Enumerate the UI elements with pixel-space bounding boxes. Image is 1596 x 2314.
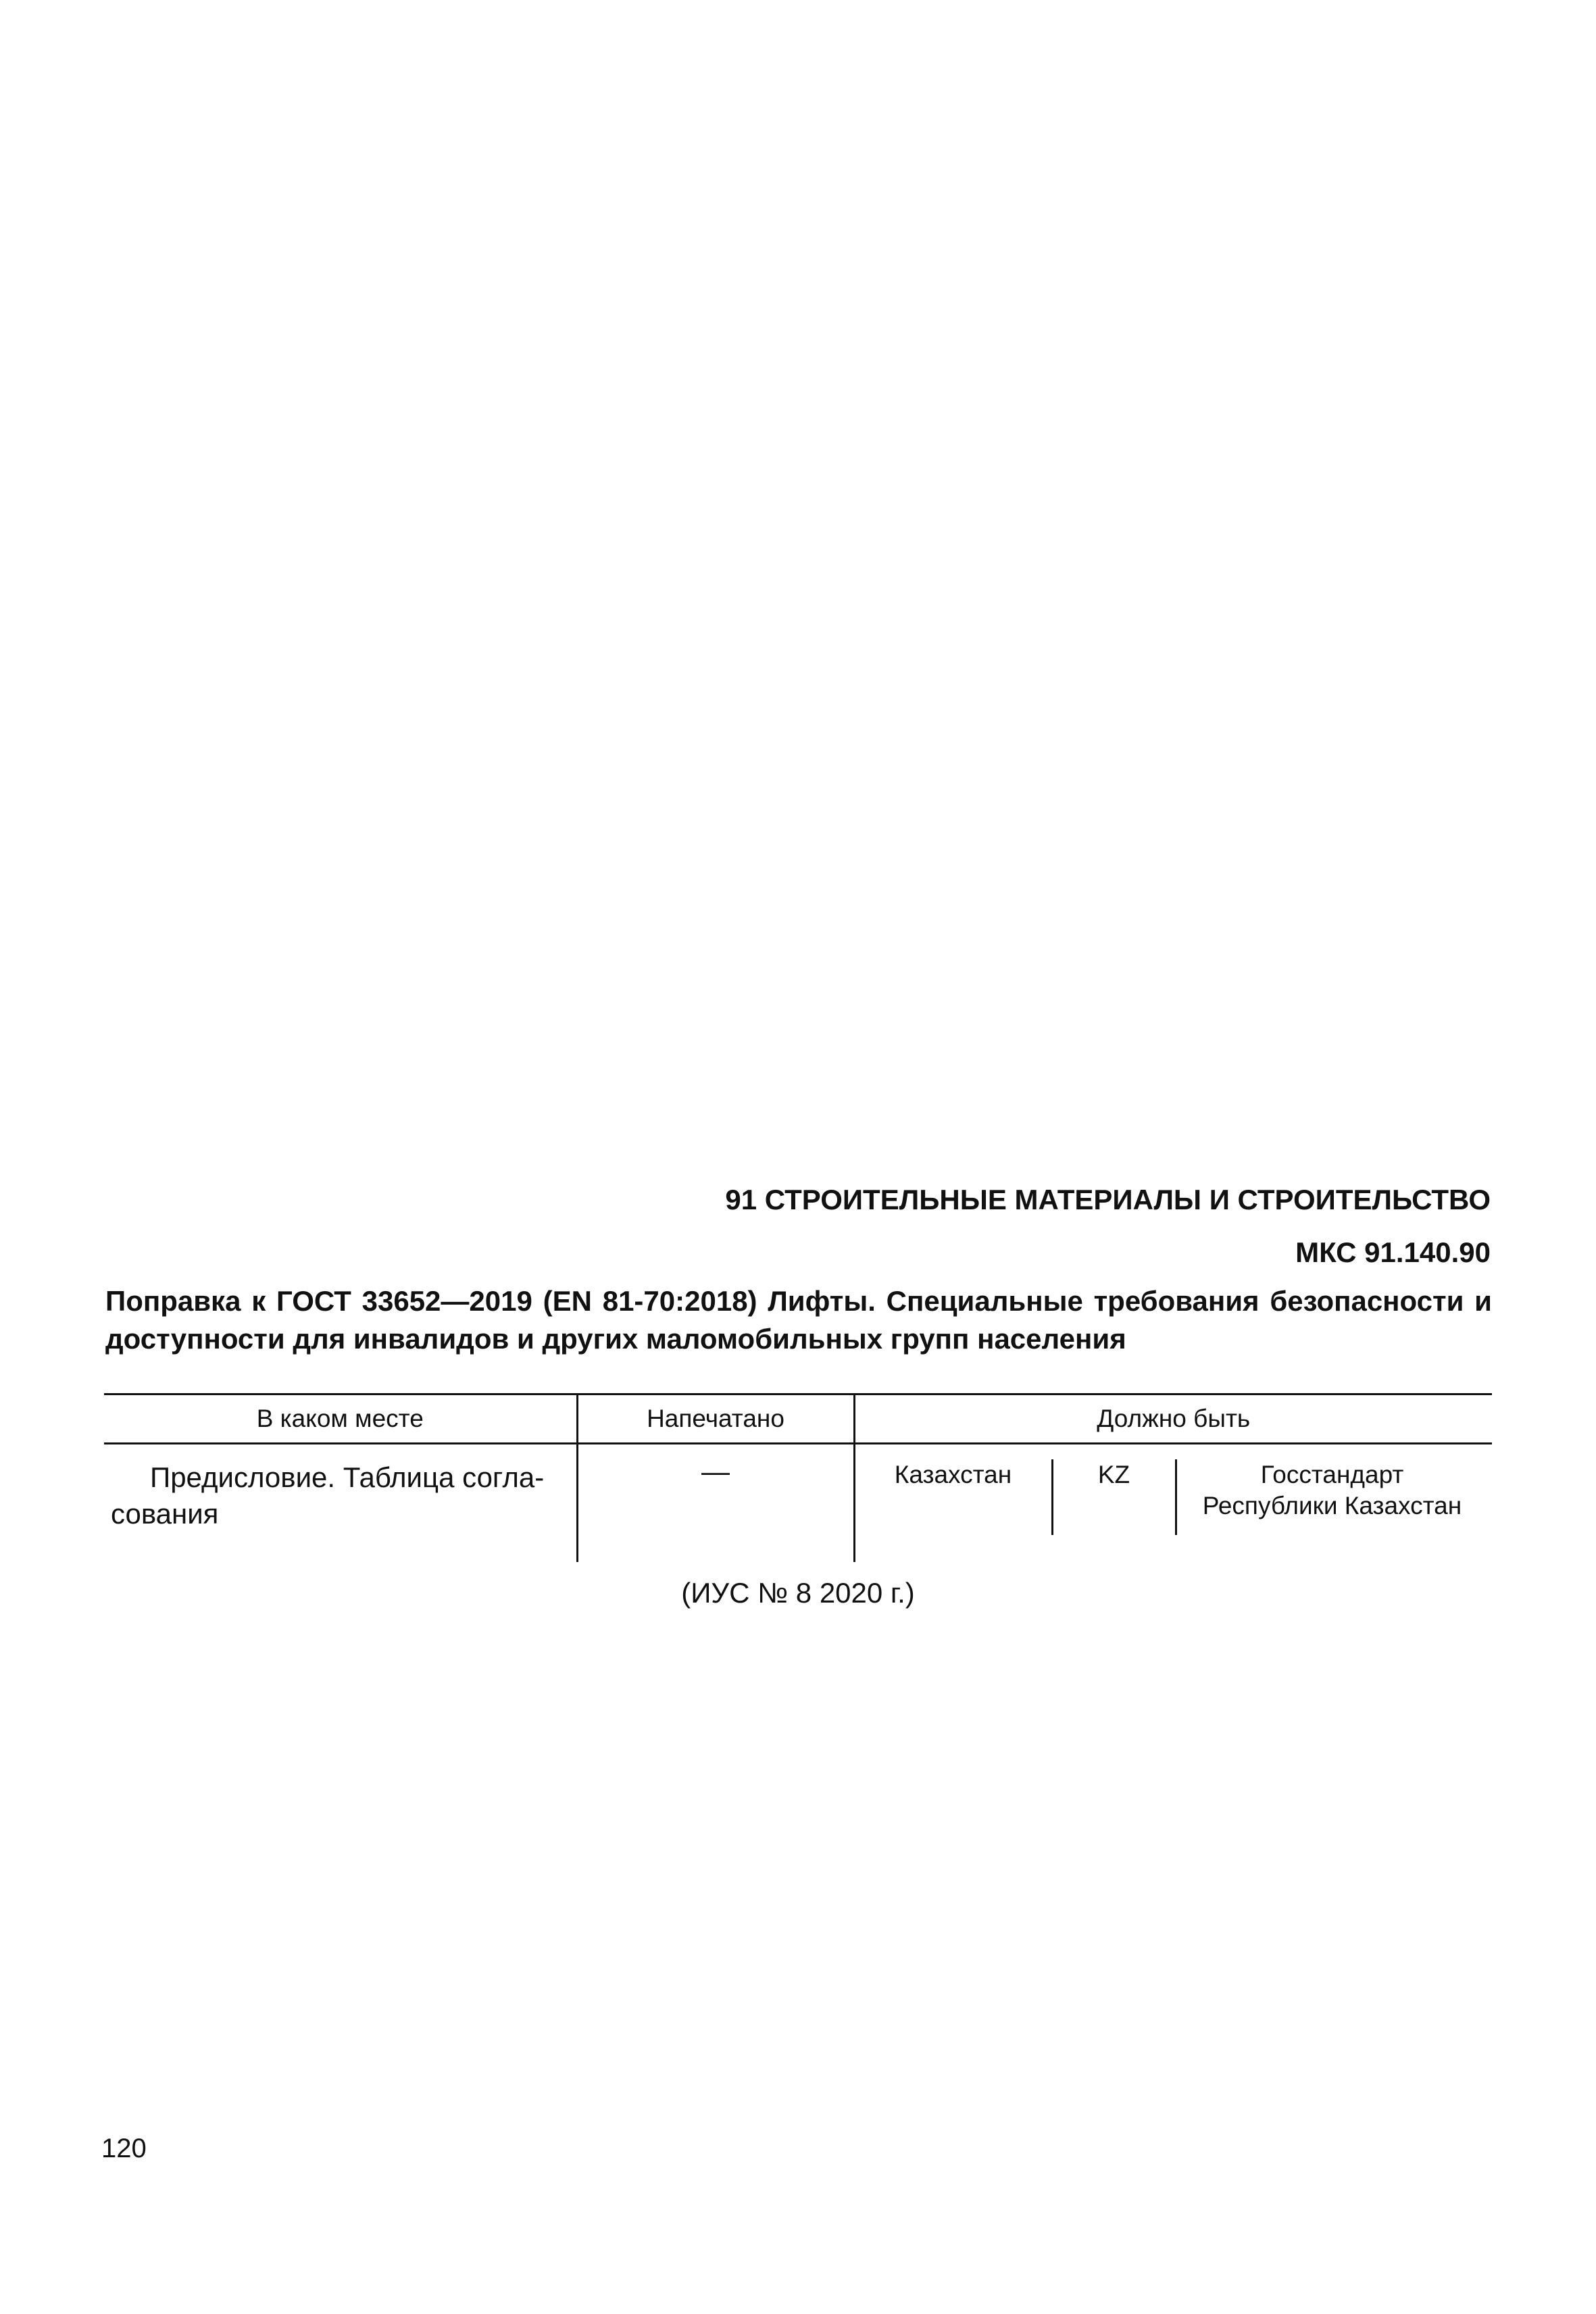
source-note: (ИУС № 8 2020 г.) [681, 1577, 915, 1609]
page-number: 120 [101, 2134, 147, 2163]
place-line-2: сования [111, 1498, 219, 1530]
correction-table [104, 1393, 1492, 1562]
place-line-1: Предисловие. Таблица согла- [150, 1461, 545, 1493]
header-place: В каком месте [104, 1394, 577, 1444]
should-be-agency [1175, 1459, 1488, 1535]
amendment-title-line-2: доступности для инвалидов и других маломобильных групп населения [105, 1323, 1126, 1355]
header-should-be: Должно быть [854, 1394, 1492, 1444]
agency-line-2: Республики Казахстан [1202, 1492, 1462, 1519]
mks-code: МКС 91.140.90 [1295, 1236, 1491, 1268]
cell-place [104, 1444, 577, 1563]
table-row [104, 1444, 1492, 1563]
table-header-row [104, 1394, 1492, 1444]
printed-value: — [701, 1455, 730, 1487]
should-be-code: KZ [1051, 1459, 1175, 1535]
cell-printed [577, 1444, 854, 1563]
agency-line-1: Госстандарт [1260, 1461, 1404, 1488]
header-printed: Напечатано [577, 1394, 854, 1444]
cell-should-be [854, 1444, 1492, 1563]
should-be-country: Казахстан [894, 1461, 1012, 1488]
amendment-title [105, 1282, 1492, 1358]
section-heading: 91 СТРОИТЕЛЬНЫЕ МАТЕРИАЛЫ И СТРОИТЕЛЬСТВО [725, 1184, 1491, 1215]
amendment-title-line-1: Поправка к ГОСТ 33652—2019 (EN 81-70:2018) Лифты. Специальные требования безопасности и [105, 1285, 1492, 1317]
